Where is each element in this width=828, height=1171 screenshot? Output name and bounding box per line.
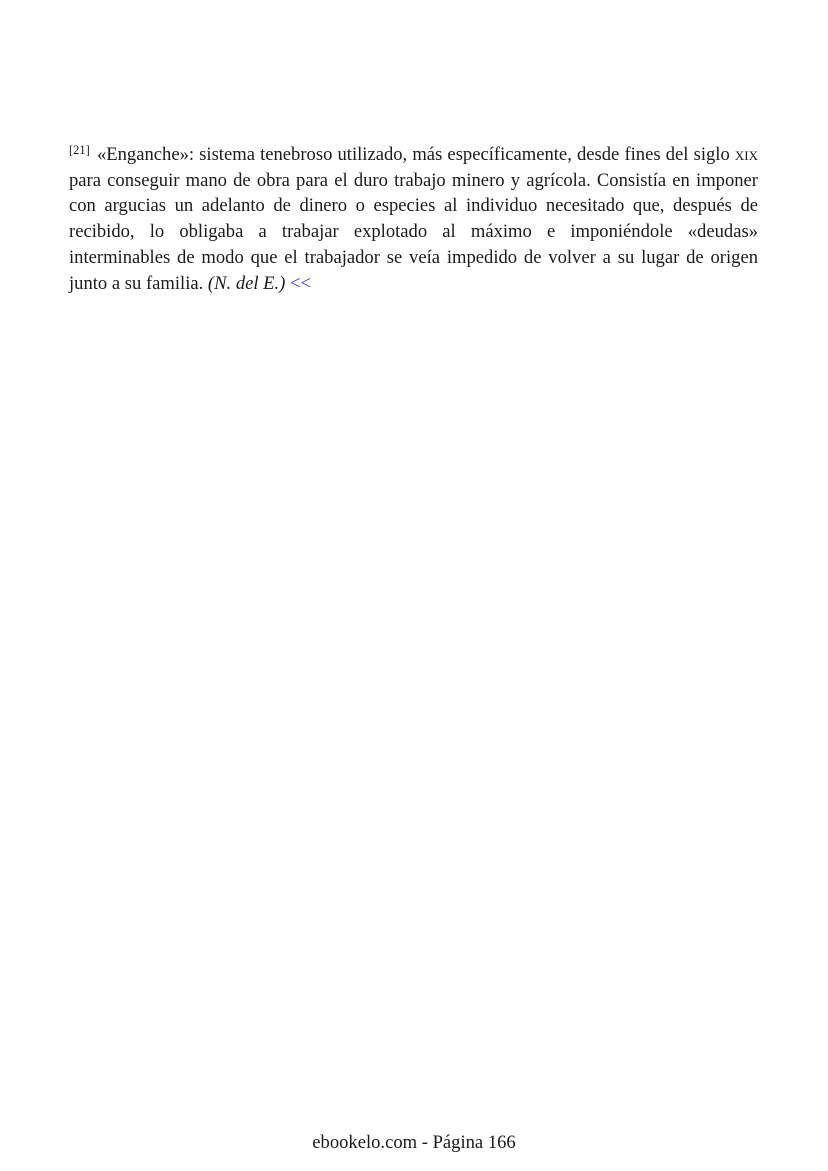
page-footer: ebookelo.com - Página 166 bbox=[312, 1132, 516, 1153]
footnote-text-start: «Enganche»: sistema tenebroso utilizado, más específicamente, desde fines del siglo bbox=[96, 144, 735, 165]
footnote-marker: [21] bbox=[69, 143, 90, 157]
back-to-text-link[interactable]: << bbox=[290, 272, 312, 294]
editor-note: (N. del E.) bbox=[207, 272, 286, 294]
footnote-paragraph bbox=[69, 142, 758, 296]
century-roman-numeral: xix bbox=[734, 144, 758, 165]
footnote-text-end: para conseguir mano de obra para el duro trabajo minero y agrícola. Consistía en imponer con argucias un adelanto de dinero o especies al individuo necesitado que, después de recibido, lo obligaba a trabajar explotado al máximo e imponiéndole «deudas» interminables de modo que el trabajador se veía impedido de volver a su lugar de origen junto a su familia. bbox=[69, 169, 758, 294]
